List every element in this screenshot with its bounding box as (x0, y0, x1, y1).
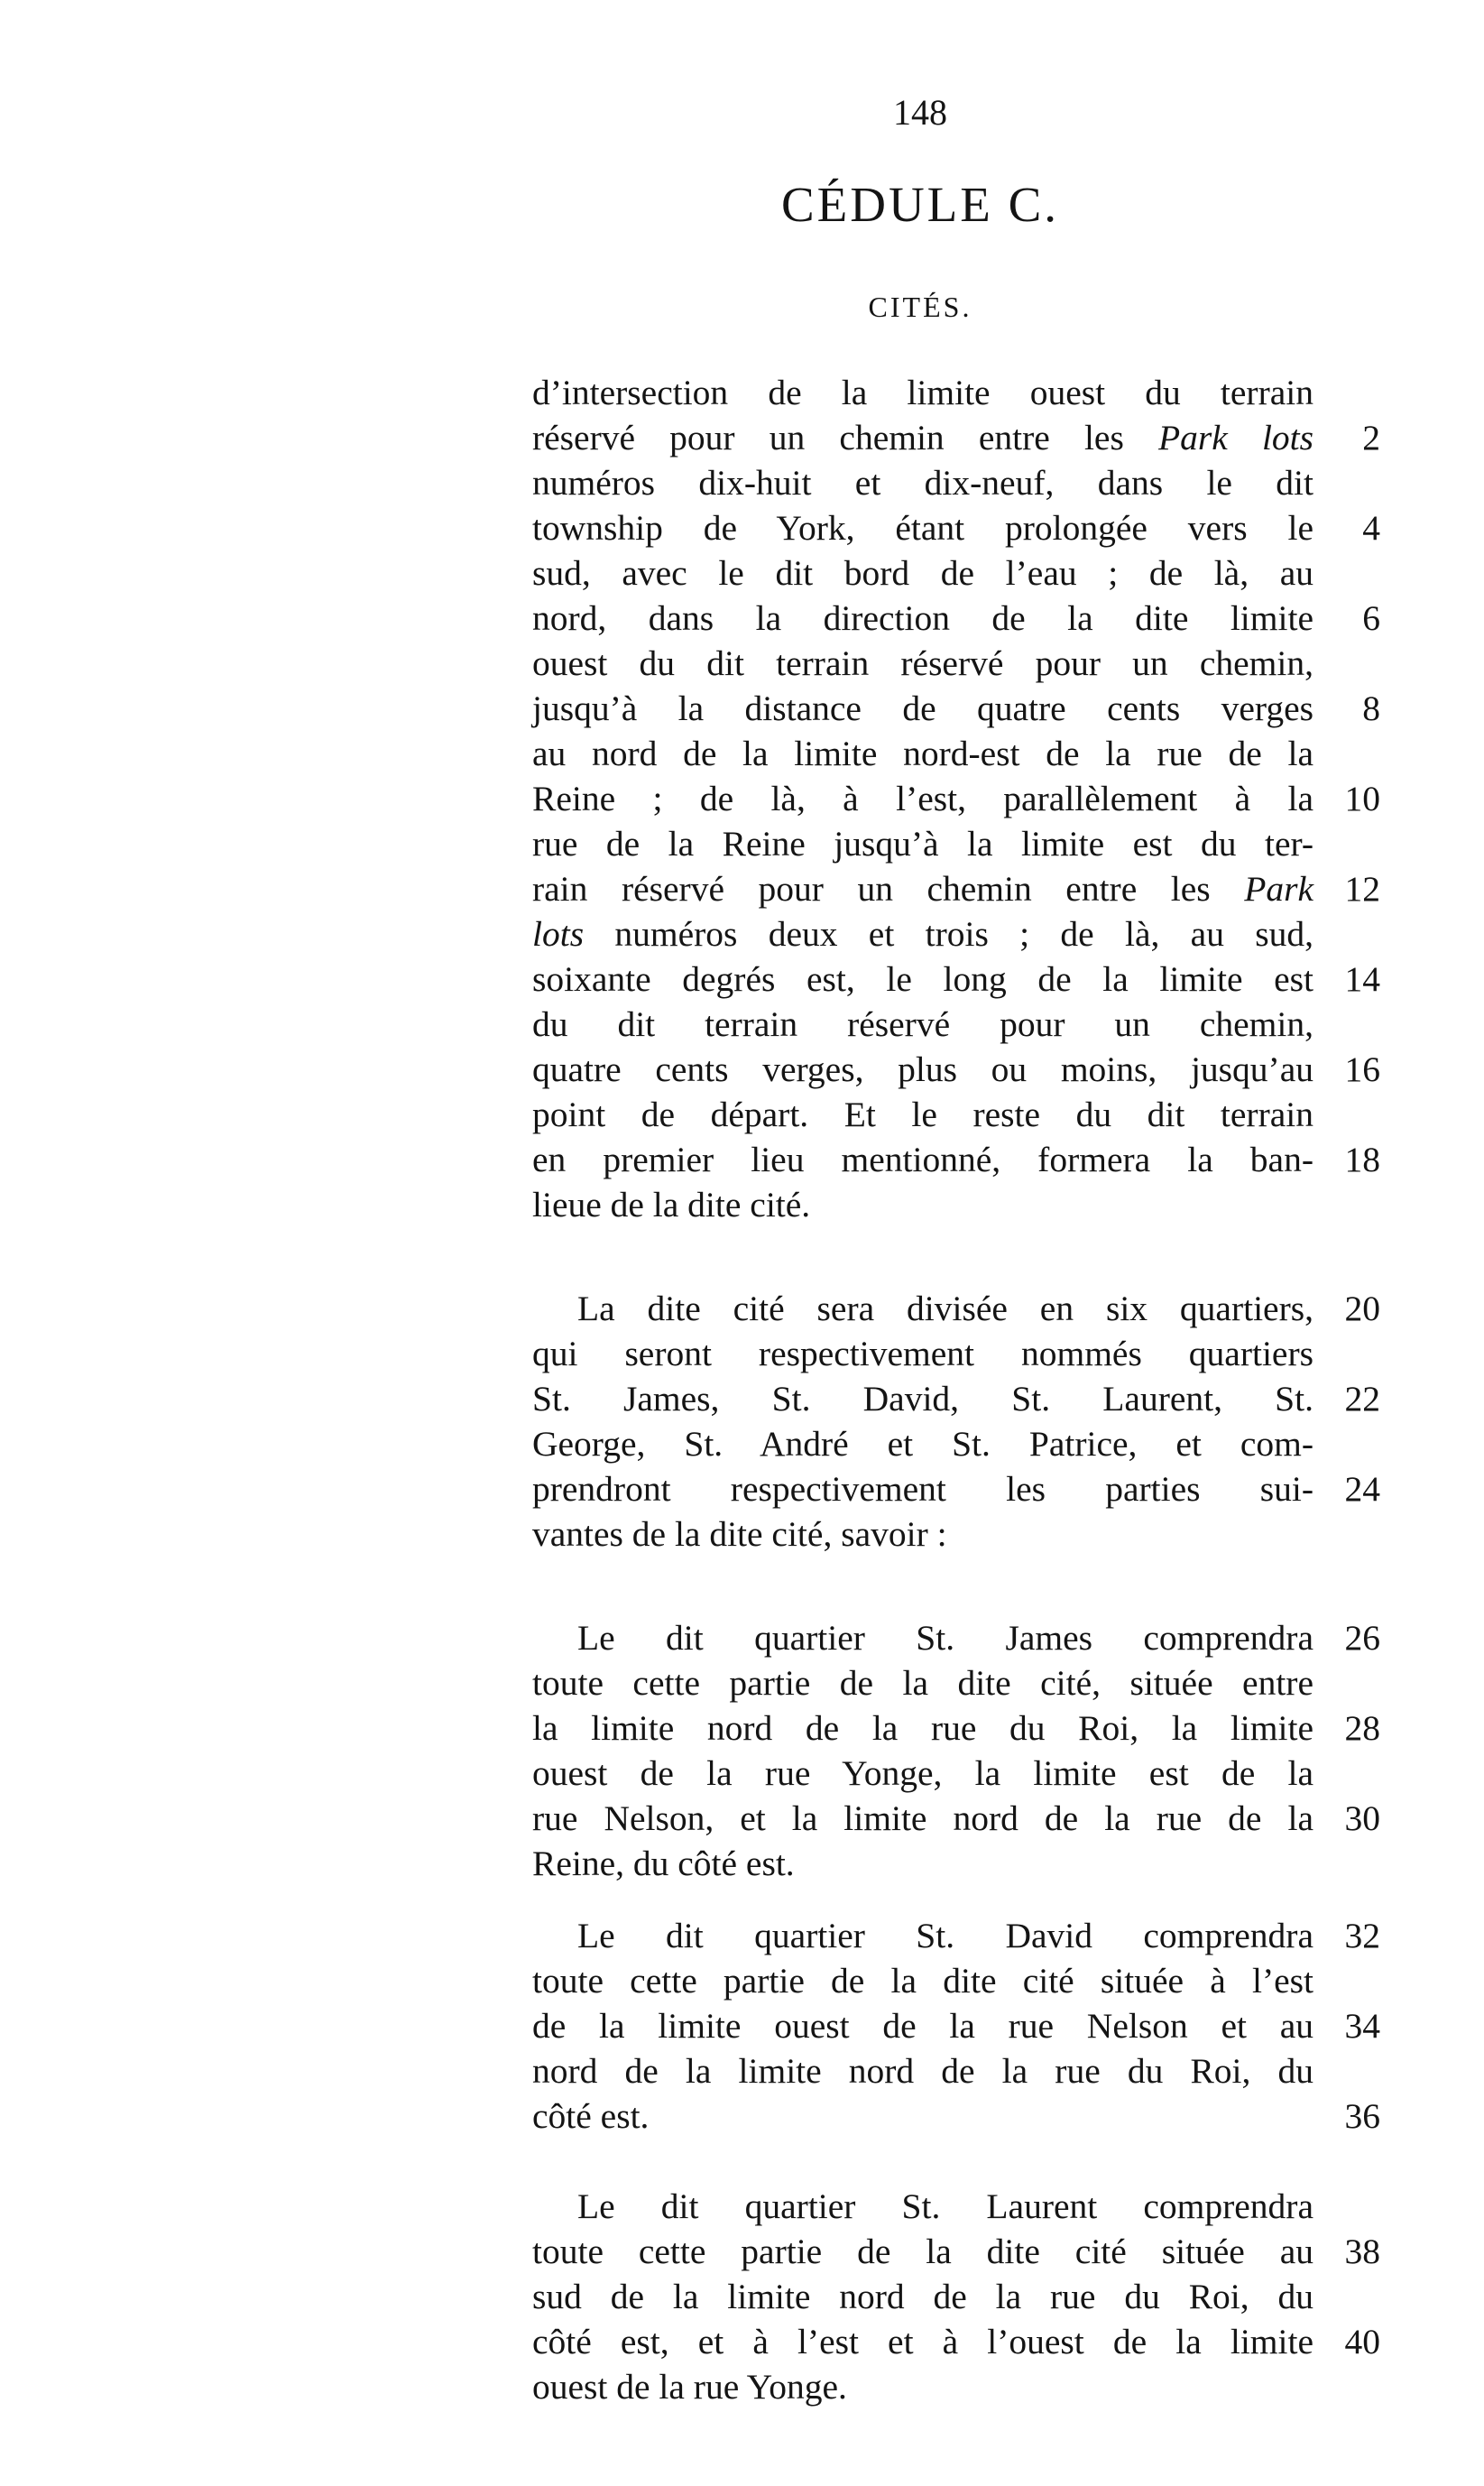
text-line: en premier lieu mentionné, formera la ban- (532, 1140, 1313, 1179)
text-line: soixante degrés est, le long de la limite est (532, 959, 1313, 999)
text-line: au nord de la limite nord-est de la rue de la (532, 734, 1313, 773)
text-line (532, 415, 1313, 460)
line-number: 38 (1344, 2232, 1380, 2271)
text-line: la limite nord de la rue du Roi, la limite (532, 1708, 1313, 1748)
text-line: ouest de la rue Yonge. (532, 2367, 847, 2407)
line-number: 12 (1344, 869, 1380, 909)
line-number: 24 (1344, 1469, 1380, 1509)
line-number: 32 (1344, 1916, 1380, 1955)
italic-text: Park (1244, 869, 1313, 909)
text-line: La dite cité sera divisée en six quartiers, (577, 1289, 1313, 1328)
line-number: 14 (1344, 959, 1380, 999)
italic-text: lots (532, 914, 585, 954)
text-line: sud, avec le dit bord de l’eau ; de là, au (532, 553, 1313, 593)
text-line: du dit terrain réservé pour un chemin, (532, 1004, 1313, 1044)
section-subtitle: CITÉS. (868, 291, 972, 323)
text-line: vantes de la dite cité, savoir : (532, 1514, 947, 1554)
text-line: toute cette partie de la dite cité, située entre (532, 1663, 1313, 1703)
line-number: 4 (1362, 508, 1380, 548)
text-line: St. James, St. David, St. Laurent, St. (532, 1379, 1313, 1419)
text-line: numéros dix-huit et dix-neuf, dans le dit (532, 463, 1313, 503)
text-line: rue Nelson, et la limite nord de la rue de la (532, 1798, 1313, 1838)
text-line: Reine ; de là, à l’est, parallèlement à la (532, 779, 1313, 818)
text-segment: numéros deux et trois ; de là, au sud, (614, 914, 1314, 954)
text-line: prendront respectivement les parties sui- (532, 1469, 1313, 1509)
text-line: d’intersection de la limite ouest du terrain (532, 373, 1313, 412)
text-line (532, 866, 1313, 911)
text-line: nord de la limite nord de la rue du Roi, du (532, 2051, 1313, 2091)
line-number: 22 (1344, 1379, 1380, 1419)
line-number: 40 (1344, 2322, 1380, 2361)
text-line: township de York, étant prolongée vers le (532, 508, 1313, 548)
section-title: CÉDULE C. (780, 177, 1060, 232)
text-line: côté est. (532, 2096, 650, 2136)
text-line: sud de la limite nord de la rue du Roi, du (532, 2277, 1313, 2316)
line-number: 36 (1344, 2096, 1380, 2136)
italic-text: Park lots (1158, 418, 1314, 457)
line-number: 26 (1344, 1618, 1380, 1658)
page-number: 148 (893, 92, 947, 133)
text-line (532, 911, 1313, 957)
line-number: 8 (1362, 689, 1380, 728)
line-number: 30 (1344, 1798, 1380, 1838)
text-line: point de départ. Et le reste du dit terrain (532, 1095, 1313, 1134)
line-number: 10 (1344, 779, 1380, 818)
text-line: Reine, du côté est. (532, 1844, 795, 1883)
text-line: qui seront respectivement nommés quartiers (532, 1334, 1313, 1373)
text-line: George, St. André et St. Patrice, et com- (532, 1424, 1313, 1464)
text-line: rue de la Reine jusqu’à la limite est du ter- (532, 824, 1313, 864)
text-line: lieue de la dite cité. (532, 1185, 811, 1225)
line-number: 6 (1362, 598, 1380, 638)
text-line: Le dit quartier St. Laurent comprendra (577, 2186, 1313, 2226)
text-segment: réservé pour un chemin entre les (532, 418, 1124, 457)
text-line: ouest du dit terrain réservé pour un chemin, (532, 643, 1313, 683)
line-number: 2 (1362, 418, 1380, 457)
text-line: nord, dans la direction de la dite limite (532, 598, 1313, 638)
text-line: jusqu’à la distance de quatre cents verges (532, 689, 1313, 728)
text-line: toute cette partie de la dite cité située à l’est (532, 1961, 1313, 2001)
text-line: Le dit quartier St. James comprendra (577, 1618, 1313, 1658)
text-line: côté est, et à l’est et à l’ouest de la limite (532, 2322, 1313, 2361)
line-number: 20 (1344, 1289, 1380, 1328)
line-number: 34 (1344, 2006, 1380, 2046)
text-line: quatre cents verges, plus ou moins, jusqu’au (532, 1049, 1313, 1089)
text-line: de la limite ouest de la rue Nelson et au (532, 2006, 1313, 2046)
line-number: 18 (1344, 1140, 1380, 1179)
text-line: ouest de la rue Yonge, la limite est de la (532, 1753, 1313, 1793)
text-line: Le dit quartier St. David comprendra (577, 1916, 1313, 1955)
text-line: toute cette partie de la dite cité située au (532, 2232, 1313, 2271)
line-number: 28 (1344, 1708, 1380, 1748)
line-number: 16 (1344, 1049, 1380, 1089)
text-segment: rain réservé pour un chemin entre les (532, 869, 1211, 909)
